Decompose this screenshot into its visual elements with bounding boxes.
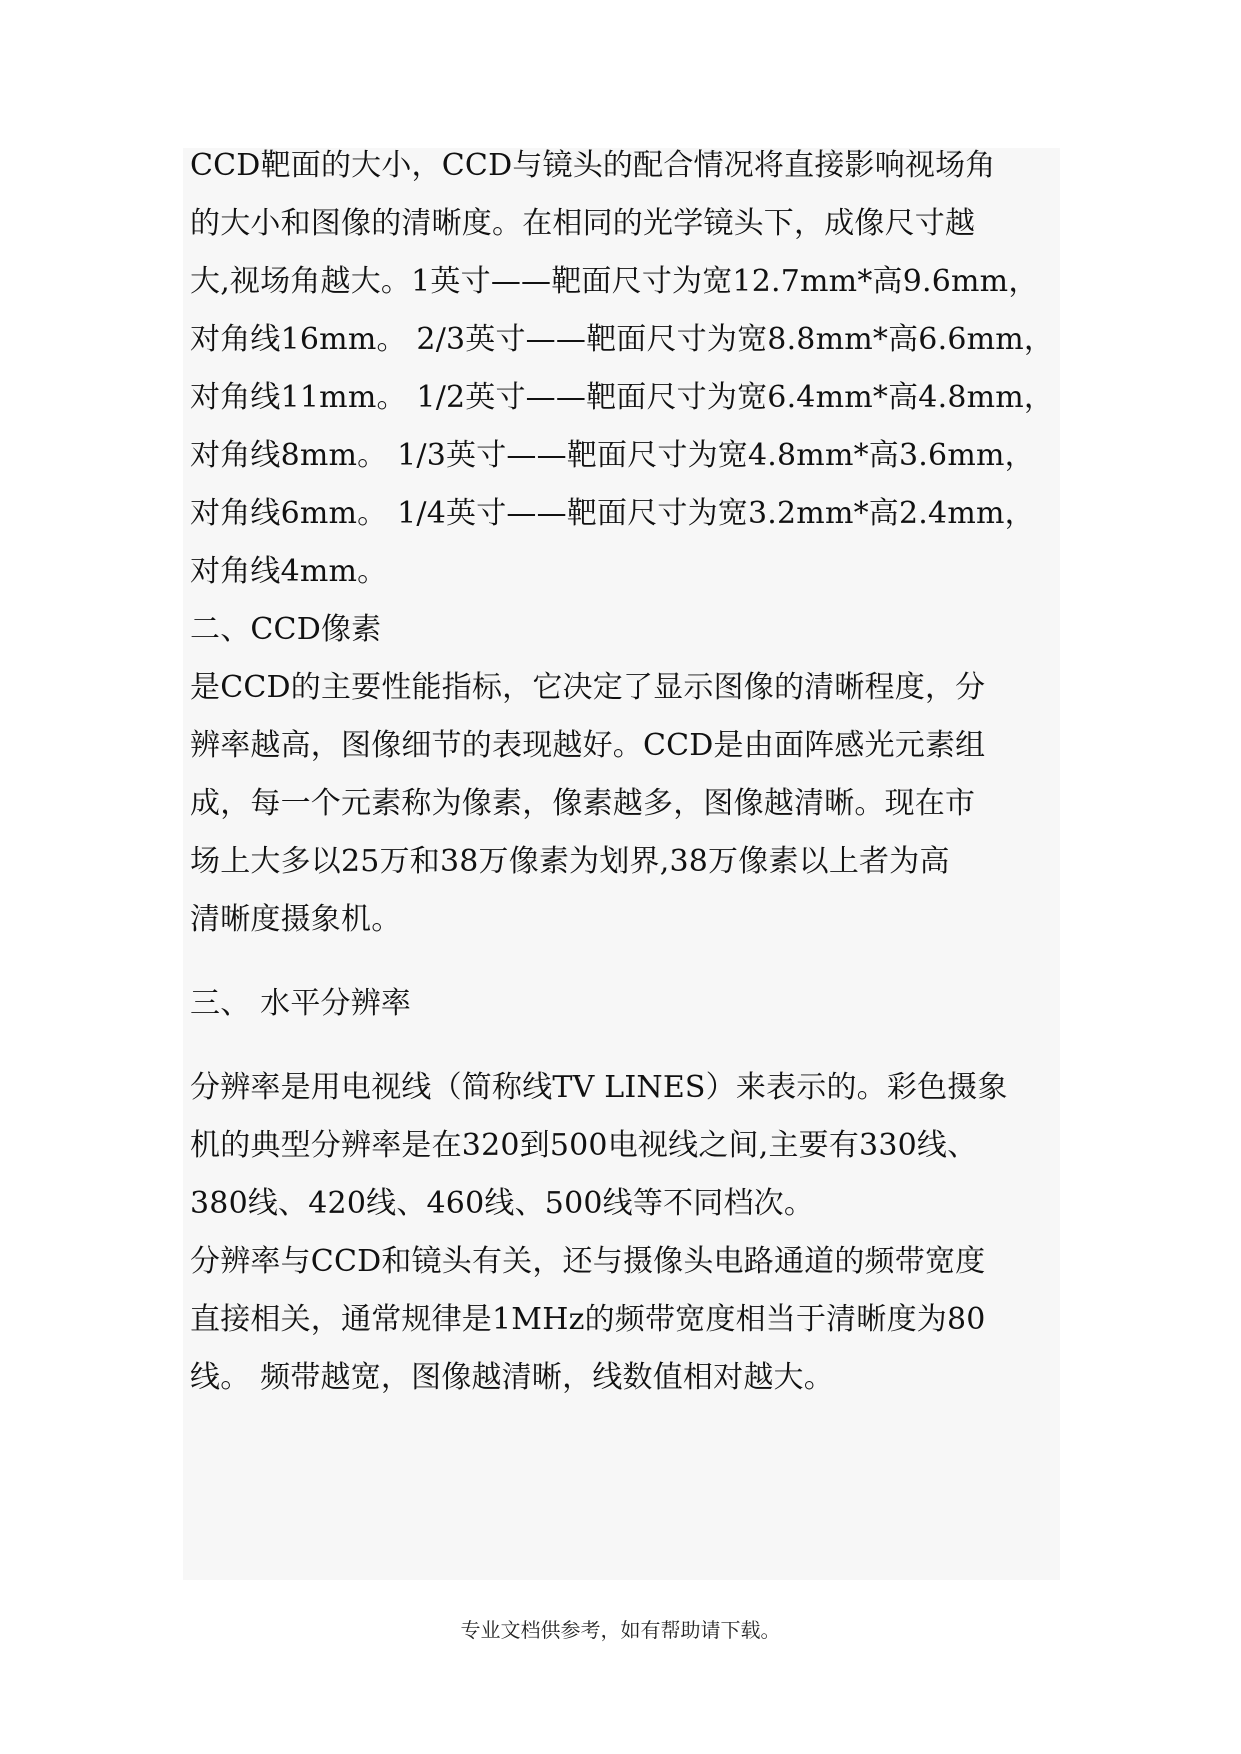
paragraph-line: 分辨率是用电视线（简称线TV LINES）来表示的。彩色摄象 — [190, 1070, 1008, 1105]
paragraph-line: 清晰度摄象机。 — [190, 902, 402, 937]
paragraph-line: 是CCD的主要性能指标，它决定了显示图像的清晰程度，分 — [190, 670, 986, 705]
page-footer: 专业文档供参考，如有帮助请下载。 — [460, 1618, 781, 1642]
paragraph-line: 机的典型分辨率是在320到500电视线之间,主要有330线、 — [190, 1128, 978, 1163]
paragraph-line: 直接相关，通常规律是1MHz的频带宽度相当于清晰度为80 — [190, 1302, 986, 1337]
paragraph-line: 对角线16mm。 2/3英寸——靶面尺寸为宽8.8mm*高6.6mm， — [190, 322, 1055, 357]
paragraph-line: 对角线11mm。 1/2英寸——靶面尺寸为宽6.4mm*高4.8mm， — [190, 380, 1055, 415]
paragraph-line: 成，每一个元素称为像素，像素越多，图像越清晰。现在市 — [190, 786, 976, 821]
paragraph-line: 的大小和图像的清晰度。在相同的光学镜头下，成像尺寸越 — [190, 206, 976, 241]
paragraph-line: 对角线4mm。 — [190, 554, 388, 589]
paragraph-line: 对角线8mm。 1/3英寸——靶面尺寸为宽4.8mm*高3.6mm， — [190, 438, 1035, 473]
paragraph-line: CCD靶面的大小，CCD与镜头的配合情况将直接影响视场角 — [190, 148, 996, 183]
paragraph-line: 分辨率与CCD和镜头有关，还与摄像头电路通道的频带宽度 — [190, 1244, 986, 1279]
paragraph-line: 场上大多以25万和38万像素为划界,38万像素以上者为高 — [190, 844, 950, 879]
paragraph-line: 对角线6mm。 1/4英寸——靶面尺寸为宽3.2mm*高2.4mm， — [190, 496, 1035, 531]
section-heading: 二、CCD像素 — [190, 612, 382, 647]
paragraph-line: 辨率越高，图像细节的表现越好。CCD是由面阵感光元素组 — [190, 728, 986, 763]
paragraph-line: 大,视场角越大。1英寸——靶面尺寸为宽12.7mm*高9.6mm， — [190, 264, 1039, 299]
section-heading: 三、 水平分辨率 — [190, 986, 412, 1021]
paragraph-line: 线。 频带越宽，图像越清晰，线数值相对越大。 — [190, 1360, 834, 1395]
paragraph-line: 380线、420线、460线、500线等不同档次。 — [190, 1186, 815, 1221]
